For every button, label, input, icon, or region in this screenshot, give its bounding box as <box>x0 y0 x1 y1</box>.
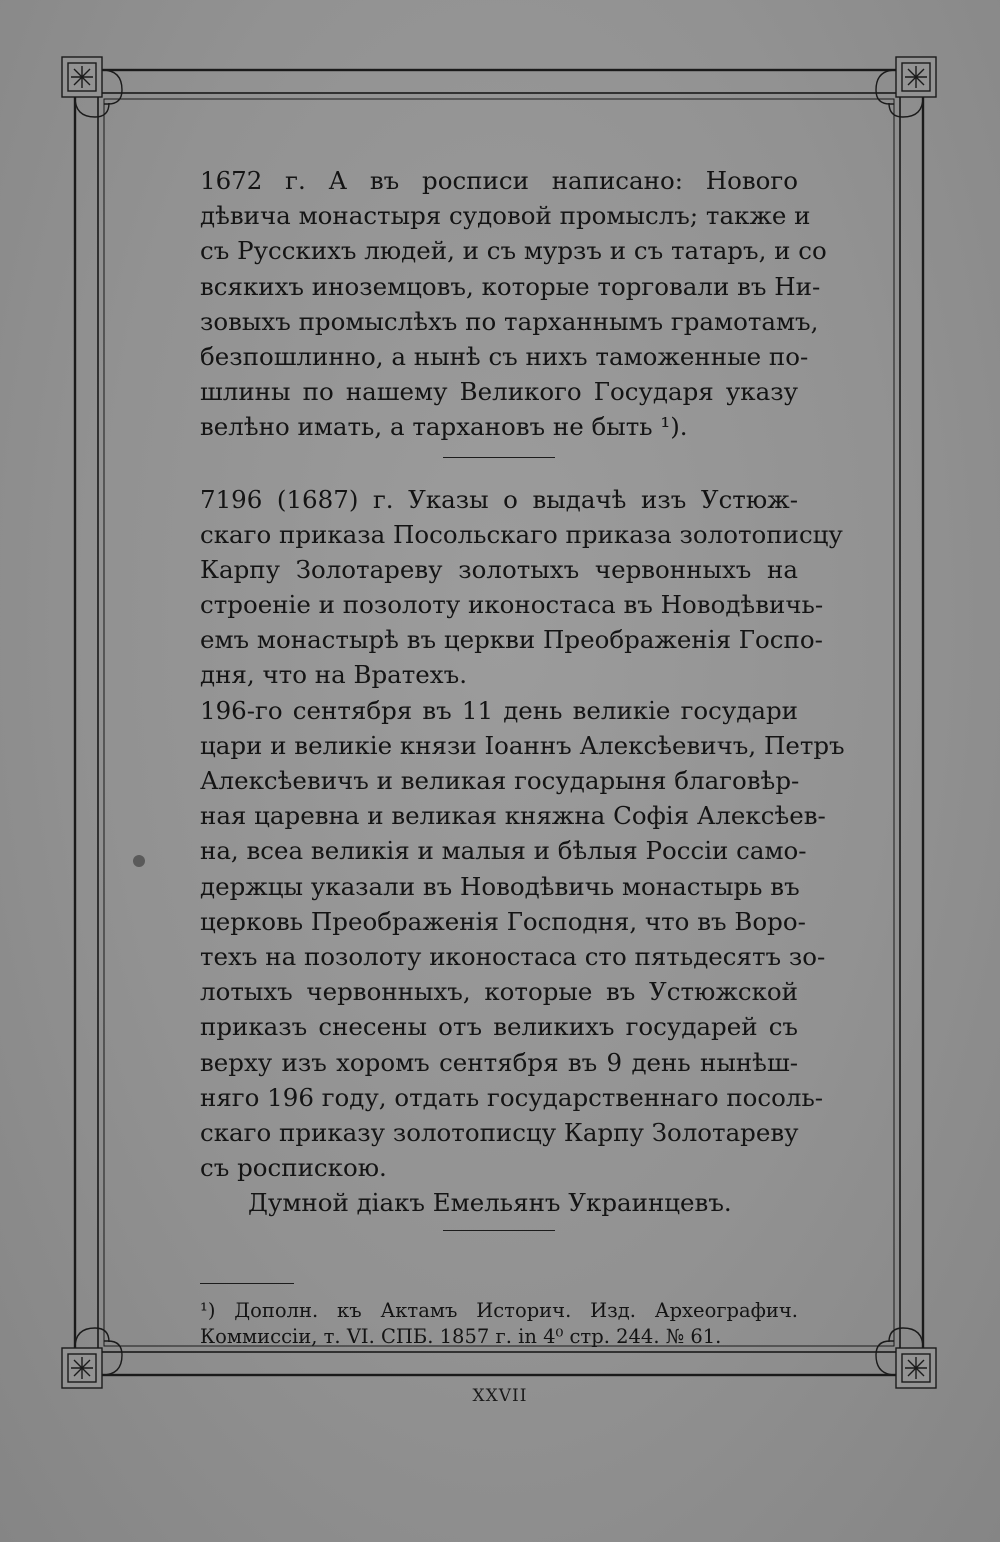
signature-line: Думной дiакъ Емельянъ Украинцевъ. <box>248 1188 732 1218</box>
text-line: скаго приказу золотописцу Карпу Золотареву <box>200 1117 799 1147</box>
text-line: всякихъ иноземцовъ, которые торговали въ Ни- <box>200 271 821 301</box>
section-divider <box>443 457 555 458</box>
corner-ornament-bottom-right <box>876 1328 936 1388</box>
text-line: 1672 г. А въ росписи написано: Нового <box>200 166 798 195</box>
text-line: на, всеа великiя и малыя и бѣлыя Россiи само- <box>200 836 807 866</box>
footnote <box>200 1298 798 1350</box>
text-line: строенiе и позолоту иконостаса въ Новодѣвичь- <box>200 590 824 620</box>
text-line: шлины по нашему Великого Государя указу <box>200 377 798 407</box>
text-line: велѣно имать, а тархановъ не быть ¹). <box>200 412 688 442</box>
text-line: Карпу Золотареву золотыхъ червонныхъ на <box>200 554 798 584</box>
text-line: держцы указали въ Новодѣвичь монастырь въ <box>200 871 800 901</box>
text-line: приказъ снесены отъ великихъ государей съ <box>200 1012 798 1042</box>
corner-ornament-bottom-left <box>62 1328 122 1388</box>
corner-ornament-top-right <box>876 57 936 117</box>
text-line: съ роспискою. <box>200 1153 387 1183</box>
paper-spot <box>133 855 145 867</box>
text-line: безпошлинно, а нынѣ съ нихъ таможенные по- <box>200 341 809 371</box>
footnote-rule <box>200 1283 294 1284</box>
text-line: дня, что на Вратехъ. <box>200 660 467 690</box>
section-1687 <box>200 482 845 1221</box>
section-divider <box>443 1230 555 1231</box>
text-line: дѣвича монастыря судовой промыслъ; также и <box>200 201 811 231</box>
main-text <box>200 163 845 1350</box>
text-line: скаго приказа Посольскаго приказа золотописцу <box>200 519 843 549</box>
corner-ornament-top-left <box>62 57 122 117</box>
text-line: Алексѣевичъ и великая государыня благовѣр- <box>200 766 800 795</box>
text-line: 196-го сентября въ 11 день великiе государи <box>200 695 798 725</box>
text-line: лотыхъ червонныхъ, которые въ Устюжской <box>200 977 798 1007</box>
text-line: съ Русскихъ людей, и съ мурзъ и съ татаръ, и со <box>200 236 827 266</box>
section-1672 <box>200 163 827 445</box>
page-number: XXVII <box>472 1386 528 1406</box>
text-line: зовыхъ промыслѣхъ по тарханнымъ грамотамъ, <box>200 306 819 336</box>
text-line: верху изъ хоромъ сентября въ 9 день нынѣш- <box>200 1047 798 1077</box>
text-line: няго 196 году, отдать государственнаго посоль- <box>200 1082 824 1112</box>
text-line: ная царевна и великая княжна Софiя Алексѣев- <box>200 801 826 831</box>
text-line: емъ монастырѣ въ церкви Преображенiя Госпо- <box>200 625 823 655</box>
text-line: техъ на позолоту иконостаса сто пятьдесятъ зо- <box>200 941 826 971</box>
text-line: 7196 (1687) г. Указы о выдачѣ изъ Устюж- <box>200 484 798 514</box>
text-line: церковь Преображенiя Господня, что въ Воро- <box>200 906 806 936</box>
footnote-line: Коммиссiи, т. VI. СПБ. 1857 г. in 4⁰ стр. 244. № 61. <box>200 1325 722 1349</box>
text-line: цари и великiе князи Iоаннъ Алексѣевичъ, Петръ <box>200 730 845 760</box>
footnote-line: ¹) Дополн. къ Актамъ Историч. Изд. Археографич. <box>200 1299 798 1323</box>
